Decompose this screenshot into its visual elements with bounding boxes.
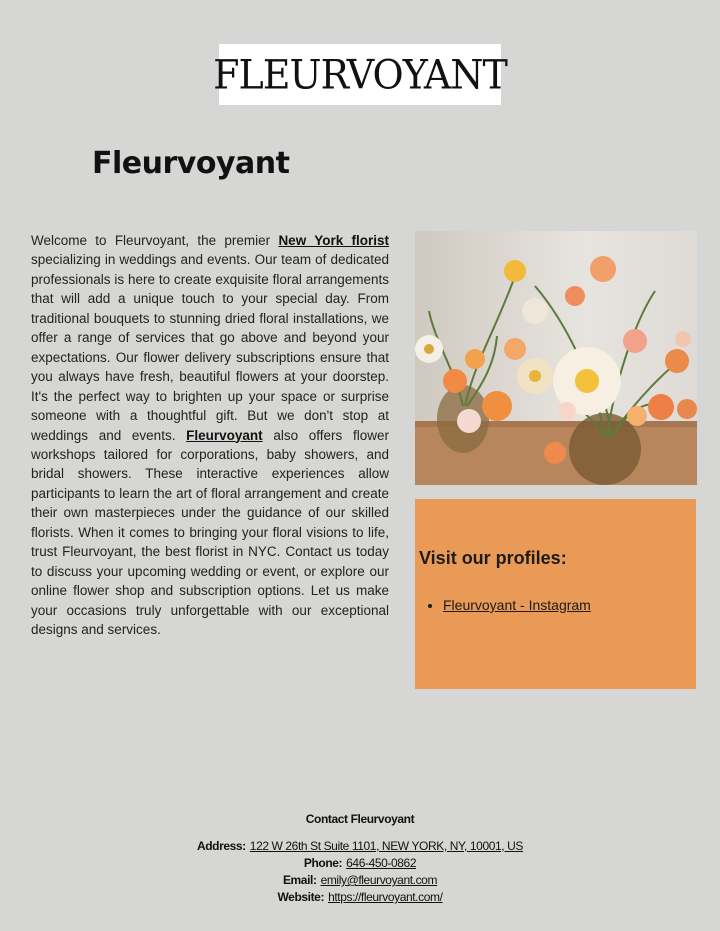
flower-photo-illustration <box>415 231 697 485</box>
website-link[interactable]: https://fleurvoyant.com/ <box>328 890 443 904</box>
intro-text-1: Welcome to Fleurvoyant, the premier <box>31 233 279 248</box>
new-york-florist-link[interactable]: New York florist <box>278 233 390 248</box>
website-line <box>0 889 720 906</box>
contact-section <box>0 812 720 906</box>
email-line <box>0 872 720 889</box>
profiles-box <box>415 499 696 689</box>
phone-link[interactable]: 646-450-0862 <box>346 856 417 870</box>
flower-arrangement-photo <box>415 231 697 485</box>
address-line <box>0 838 720 855</box>
profiles-heading: Visit our profiles: <box>419 548 567 568</box>
email-label: Email: <box>282 873 317 887</box>
intro-text-3: also offers flower workshops tailored for corporations, baby showers, and bridal showers. These interactive experiences allow participants to learn the art of floral arrangement and create their own masterpieces under the guidance of our skilled florists. When it comes to bringing your floral visions to life, trust Fleurvoyant, the best florist in NYC. Contact us today to discuss your upcoming wedding or event, or explore our online flower shop and subscription options. Let us make your occasions truly unforgettable with our exceptional designs and services. <box>31 427 389 638</box>
website-label: Website: <box>277 890 325 904</box>
address-link[interactable]: 122 W 26th St Suite 1101, NEW YORK, NY, 10001, US <box>249 839 524 853</box>
intro-text-2: specializing in weddings and events. Our team of dedicated professionals is here to create exquisite floral arrangements that will add a unique touch to your special day. From traditional bouquets to stunning dried floral installations, we offer a range of services that go above and beyond your expectations. Our flower delivery subscriptions ensure that you always have fresh, beautiful flowers at your doorstep. It's the perfect way to brighten up your space or surprise someone with a thoughtful gift. But we don't stop at weddings and events. <box>31 252 389 443</box>
instagram-link[interactable]: Fleurvoyant - Instagram <box>443 597 591 613</box>
phone-line <box>0 855 720 872</box>
list-item <box>443 597 591 613</box>
phone-label: Phone: <box>303 856 343 870</box>
page-title: Fleurvoyant <box>92 146 290 181</box>
contact-heading: Contact Fleurvoyant <box>305 812 415 826</box>
logo-text: FLEURVOYANT <box>213 51 507 98</box>
address-label: Address: <box>196 839 246 853</box>
fleurvoyant-link[interactable]: Fleurvoyant <box>186 427 263 443</box>
intro-paragraph <box>31 231 389 640</box>
email-link[interactable]: emily@fleurvoyant.com <box>320 873 438 887</box>
profiles-list <box>423 597 591 613</box>
logo <box>213 44 507 105</box>
